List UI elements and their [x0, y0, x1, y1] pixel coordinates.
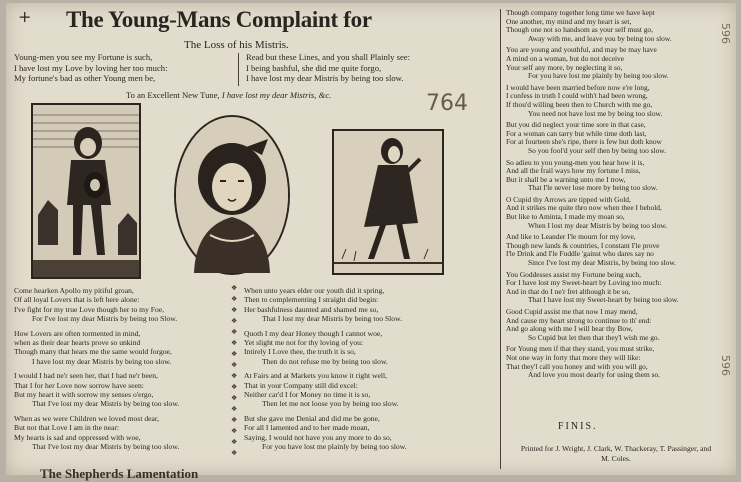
- woodcut-woman-portrait-icon: [176, 117, 288, 273]
- verse-line: Then to complementing I straight did begin:: [244, 295, 379, 305]
- verse-line: when as their dear hearts prove so unkind: [14, 338, 141, 348]
- next-sheet-fragment: The Shepherds Lamentation: [40, 466, 199, 481]
- verse-refrain: So Cupid but let then that they'l wish me go.: [528, 332, 660, 342]
- verse-line: For Young men if that they stand, you must strike,: [506, 344, 655, 354]
- verse-line: Yet slight me not for thy loving of you:: [244, 338, 364, 348]
- verse-refrain: When I lost my dear Mistris by being too slow.: [528, 220, 668, 230]
- side-number-bottom: 596: [719, 355, 732, 376]
- verse: [506, 196, 679, 230]
- verse-line: Though new lands & countries, I constant I'le prove: [506, 240, 660, 250]
- verse-refrain: Away with me, and leave you by being too slow.: [528, 33, 672, 43]
- verse: [14, 329, 179, 367]
- verse-line: But it shall be a warning unto me I trow,: [506, 174, 626, 184]
- verse: [506, 9, 679, 43]
- verse-line: Good Cupid assist me that now I may mend,: [506, 307, 638, 316]
- verse-line: That I for her Love now sorrow have seen:: [14, 380, 144, 390]
- tune-line: [126, 90, 331, 100]
- verse-line: And in that do I ne'r fret although it be so,: [506, 286, 631, 296]
- verse-refrain: That I'le never lose more by being too slow.: [528, 183, 658, 193]
- verse-line: For all I lamented and to her made moan,: [244, 423, 370, 433]
- verse-refrain: For you have lost me plainly by being too slow.: [528, 71, 669, 81]
- verse-refrain: That I've lost my dear Mistris by being too slow.: [32, 399, 180, 409]
- verse: [14, 414, 179, 452]
- woodcut-man-walking: [332, 129, 444, 275]
- tune-name: I have lost my dear Mistris, &c.: [221, 90, 332, 100]
- verse: [506, 159, 679, 193]
- verse: [244, 329, 407, 367]
- verse: [244, 286, 407, 324]
- verse-refrain: For you have lost me plainly by being too slow.: [262, 442, 407, 452]
- broadside-sheet: [6, 3, 736, 475]
- verse-line: And like to Leander I'le mourn for my love,: [506, 232, 636, 242]
- verse-line: That in your Company still did excel:: [244, 380, 358, 390]
- intro-line: I have lost my Love by loving her too much:: [14, 62, 168, 73]
- verse-line: I would I had ne'r seen her, that I had ne'r been,: [14, 371, 158, 381]
- verse-line: You Goddesses assist my Fortune being such,: [506, 269, 641, 279]
- verses-left: [14, 286, 179, 452]
- verse: [244, 414, 407, 452]
- verse: [506, 84, 679, 118]
- verse-line: I would have been married before now e're long,: [506, 82, 650, 92]
- verse-line: Though company together long time we have kept: [506, 8, 655, 17]
- verse-line: For a woman can tarry but while time doth last,: [506, 128, 647, 138]
- verse-refrain: And love you most dearly for using them so.: [528, 370, 660, 380]
- verse: [14, 286, 179, 324]
- verse-refrain: That I've lost my dear Mistris by being too slow.: [32, 442, 180, 452]
- woodcut-man-with-lute: [31, 103, 141, 279]
- verse-line: You are young and youthful, and may be may have: [506, 45, 657, 55]
- verse-line: Intirely I Love thee, the truth it is so,: [244, 347, 356, 357]
- verse-line: When unto years elder our youth did it spring,: [244, 286, 385, 295]
- printer-imprint: Printed for J. Wright, J. Clark, W. Thackeray, T. Passinger, and M. Coles.: [520, 444, 712, 463]
- verse-refrain: Then do not refuse me by being too slow.: [262, 356, 388, 366]
- corner-mark: +: [18, 7, 32, 26]
- verse-line: Her bashfulness daunted and shamed me so,: [244, 304, 379, 314]
- verse-line: When as we were Children we loved most dear,: [14, 413, 159, 423]
- tune-prefix: To an Excellent New Tune,: [126, 90, 220, 100]
- verse-line: Though many that hears me the same would forgoe,: [14, 347, 172, 357]
- verse-line: But she gave me Denial and did me be gone,: [244, 413, 380, 423]
- verse-line: I've fight for my true Love though her to my Foe,: [14, 304, 165, 314]
- verses-middle: [244, 286, 407, 452]
- verse-line: Your self any more, by neglecting it so,: [506, 62, 623, 72]
- verse-line: If thou'd willing been then to Church with me go,: [506, 99, 653, 109]
- intro-line: I have lost my dear Mistris by being too slow.: [246, 73, 404, 83]
- verse-line: Come hearken Apollo my pitiful groan,: [14, 286, 134, 295]
- verse-line: For at fourteen she's ripe, there is few but doth know: [506, 137, 662, 147]
- verse-refrain: Since I've lost my dear Mistris, by being too slow.: [528, 258, 677, 268]
- handwritten-number: 764: [426, 91, 468, 116]
- verse-refrain: You need not have lost me by being too slow.: [528, 108, 663, 118]
- woodcut-man-with-lute-icon: [33, 105, 139, 277]
- verse-line: How Lovers are often tormented in mind,: [14, 328, 141, 338]
- ballad-title: The Young-Mans Complaint for: [66, 7, 372, 32]
- intro-line: My fortune's bad as other Young men be,: [14, 73, 156, 83]
- woodcut-man-walking-icon: [334, 131, 442, 273]
- verse: [506, 271, 679, 305]
- verse-line: I confess in truth I could with't had been wrong,: [506, 91, 648, 101]
- verse-refrain: Then let me not loose you by being too slow.: [262, 399, 399, 409]
- verse-refrain: That I have lost my Sweet-heart by being too slow.: [528, 295, 679, 305]
- verse-line: And all the frail ways how my fortune I miss,: [506, 166, 641, 176]
- verse-line: Quoth I my dear Honey though I cannot woe,: [244, 328, 383, 338]
- verse-line: Not one way in forty that more they will like:: [506, 352, 641, 362]
- woodcut-woman-portrait: [174, 115, 290, 275]
- verse: [14, 371, 179, 409]
- intro-line: Read but these Lines, and you shall Plainly see:: [246, 52, 410, 62]
- verse-line: That they'l call you honey and with you will go,: [506, 361, 648, 371]
- verse-line: But you did neglect your time sore in that case,: [506, 120, 646, 130]
- verse-refrain: I have lost my dear Mistris by being too slow.: [32, 356, 172, 366]
- verse-line: Neither car'd I for Money no time it is so,: [244, 390, 371, 400]
- verse: [506, 345, 679, 379]
- intro-line: Young-men you see my Fortune is such,: [14, 52, 153, 62]
- intro-right: [246, 52, 410, 84]
- verse: [506, 233, 679, 267]
- verse-line: But my heart it with sorrow my senses o'ergo,: [14, 390, 154, 400]
- verse-line: So adieu to you young-men you hear how it is,: [506, 157, 645, 167]
- verse-line: And go along with me I will bear thy Bow,: [506, 324, 633, 334]
- verse-line: But like to Aminta, I made my moan so,: [506, 212, 625, 222]
- verse-line: Saying, I would not have you any more to do so,: [244, 432, 392, 442]
- ballad-subtitle: The Loss of his Mistris.: [184, 39, 289, 51]
- intro-left: [14, 52, 167, 84]
- verse-line: O Cupid thy Arrows are tipped with Gold,: [506, 194, 631, 204]
- verse: [506, 46, 679, 80]
- intro-line: I being bashful, she did me quite forgo,: [246, 62, 382, 73]
- verse-refrain: That I lost my dear Mistris by being too Slow.: [262, 314, 402, 324]
- verse-line: At Fairs and at Markets you know it right well,: [244, 371, 387, 381]
- verse-refrain: For I've lost my dear Mistris by being too Slow.: [32, 314, 178, 324]
- verse-line: For I have lost my Sweet-heart by Loving too much:: [506, 278, 662, 288]
- verse: [244, 371, 407, 409]
- verses-right: [506, 9, 679, 380]
- verse-line: One another, my mind and my heart is set,: [506, 16, 632, 26]
- verse-line: But not that Love I am in the near:: [14, 423, 120, 433]
- verse-line: Though one not so handsom as your self must go,: [506, 25, 653, 35]
- verse-line: And it strikes me quite thro now when thee I behold,: [506, 203, 662, 213]
- column-divider: ❖ ❖ ❖ ❖ ❖ ❖ ❖ ❖ ❖ ❖ ❖ ❖ ❖ ❖ ❖ ❖: [231, 284, 238, 457]
- verse: [506, 308, 679, 342]
- verse-refrain: So you fool'd your self then by being too slow.: [528, 145, 666, 155]
- verse-line: I'le Drink and I'le Fuddle 'gainst who dares say no: [506, 249, 654, 259]
- finis-label: FINIS.: [558, 421, 598, 432]
- verse-line: And cause my heart strong to continue to th' end:: [506, 315, 652, 325]
- verse-line: A mind on a woman, but do not deceive: [506, 53, 625, 63]
- verse: [506, 121, 679, 155]
- verse-line: Of all loyal Lovers that is left here alone:: [14, 295, 140, 305]
- verse-line: My hearts is sad and oppressed with woe,: [14, 432, 141, 442]
- side-number-top: 596: [719, 23, 732, 44]
